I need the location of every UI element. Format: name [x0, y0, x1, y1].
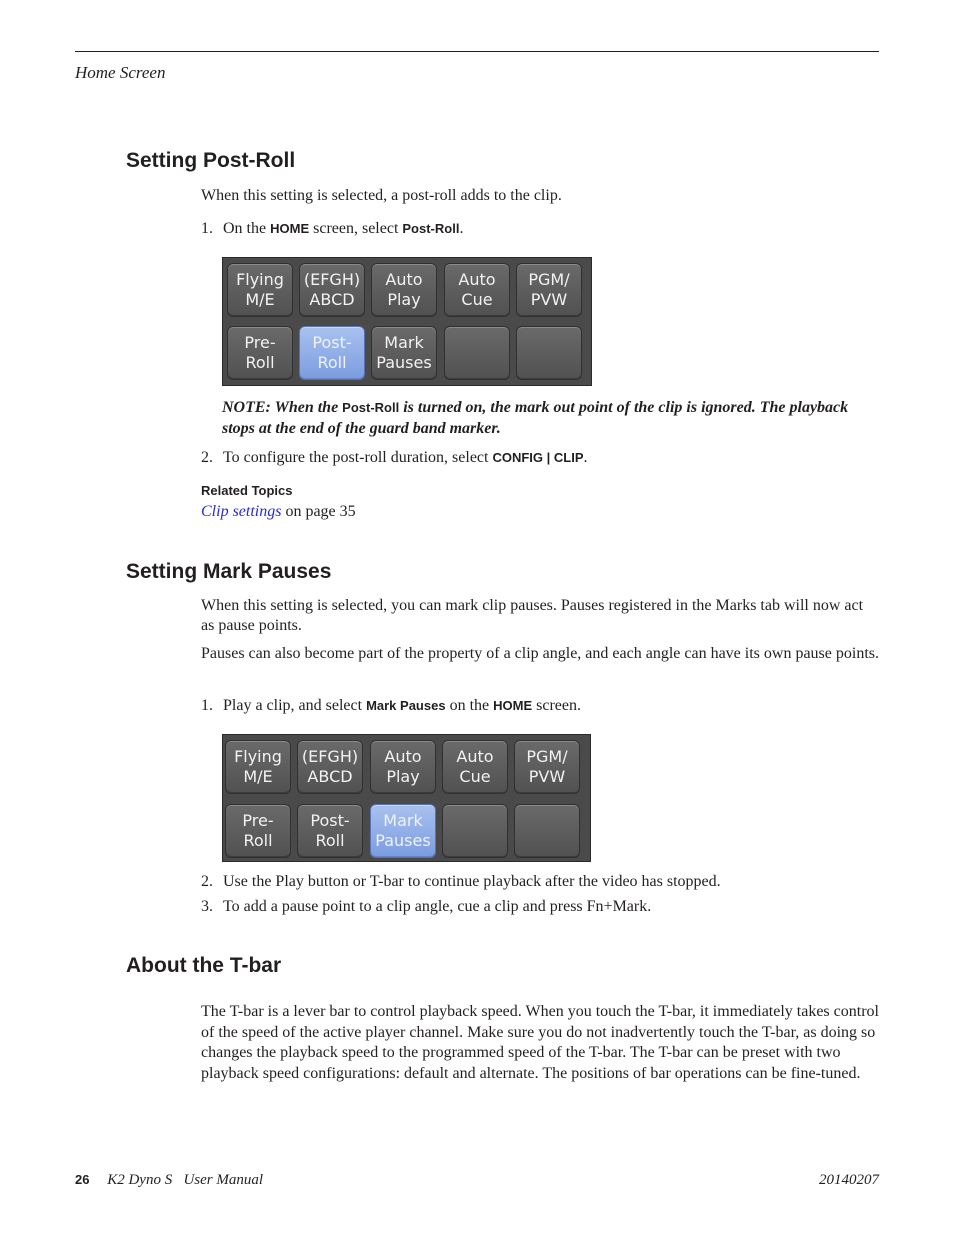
step-text: screen, select: [309, 220, 403, 237]
key-auto-cue[interactable]: Auto Cue: [442, 740, 508, 794]
key-auto-play[interactable]: Auto Play: [370, 740, 436, 794]
footer-left: [75, 1172, 263, 1189]
step-text: on the: [445, 697, 494, 714]
manual-title: K2 Dyno S User Manual: [107, 1172, 264, 1188]
step-text: .: [459, 220, 464, 237]
running-head: Home Screen: [75, 63, 166, 82]
step-text: Play a clip, and select: [223, 697, 367, 714]
step-text: On the: [223, 220, 271, 237]
step-number: 1.: [201, 220, 213, 237]
key-pgm-pvw[interactable]: PGM/ PVW: [516, 263, 582, 317]
ui-term-mark-pauses: Mark Pauses: [366, 698, 446, 713]
mark-pauses-para-2: Pauses can also become part of the property of a clip angle, and each angle can have its own pause points.: [201, 645, 879, 662]
step-number: 1.: [201, 697, 213, 714]
key-post-roll-selected[interactable]: Post- Roll: [299, 326, 365, 380]
t-bar-para: The T-bar is a lever bar to control playback speed. When you touch the T-bar, it immediately takes control of the speed of the active player channel. Make sure you do not inadvertently touch the T-bar, as doing so changes the playback speed to the programmed speed of the T-bar. The T-bar can be preset with two playback speed configurations: default and alternate. The positions of bar operations can be fine-tuned.: [201, 1003, 879, 1083]
note-text: NOTE: When the: [222, 399, 343, 416]
key-flying-me[interactable]: Flying M/E: [225, 740, 291, 794]
post-roll-step-1: [201, 219, 879, 239]
key-pre-roll[interactable]: Pre- Roll: [227, 326, 293, 380]
key-empty[interactable]: [444, 326, 510, 380]
step-number: 2.: [201, 873, 213, 890]
post-roll-intro: When this setting is selected, a post-roll adds to the clip.: [201, 187, 562, 204]
step-number: 3.: [201, 898, 213, 915]
key-flying-me[interactable]: Flying M/E: [227, 263, 293, 317]
footer-date: 20140207: [819, 1172, 879, 1188]
key-efgh-abcd[interactable]: (EFGH) ABCD: [299, 263, 365, 317]
step-text: To configure the post-roll duration, select: [223, 449, 493, 466]
step-text: .: [583, 449, 588, 466]
key-efgh-abcd[interactable]: (EFGH) ABCD: [297, 740, 363, 794]
key-mark-pauses-selected[interactable]: Mark Pauses: [370, 804, 436, 858]
related-topic-line: [201, 503, 356, 521]
ui-term-config-clip: CONFIG | CLIP: [492, 450, 584, 465]
mark-pauses-para-1: When this setting is selected, you can mark clip pauses. Pauses registered in the Marks tab will now act as pause points.: [201, 597, 864, 634]
section-title-mark-pauses: Setting Mark Pauses: [126, 560, 332, 583]
step-text: screen.: [532, 697, 581, 714]
post-roll-step-2: [201, 448, 879, 468]
clip-settings-link[interactable]: Clip settings: [201, 503, 282, 520]
key-empty[interactable]: [514, 804, 580, 858]
ui-term-post-roll: Post-Roll: [402, 221, 460, 236]
ui-term-home: HOME: [493, 698, 533, 713]
ui-term-home: HOME: [270, 221, 310, 236]
page-reference: on page 35: [281, 503, 356, 520]
mark-pauses-step-2: [201, 872, 879, 892]
step-text: To add a pause point to a clip angle, cue a clip and press Fn+Mark.: [223, 898, 652, 915]
key-pgm-pvw[interactable]: PGM/ PVW: [514, 740, 580, 794]
home-screen-panel-mark-pauses: [222, 734, 591, 862]
step-text: Use the Play button or T-bar to continue playback after the video has stopped.: [223, 873, 721, 890]
key-post-roll[interactable]: Post- Roll: [297, 804, 363, 858]
page-number: 26: [75, 1172, 90, 1187]
section-title-t-bar: About the T-bar: [126, 954, 282, 977]
home-screen-panel-post-roll: [222, 257, 592, 386]
related-topics-heading: Related Topics: [201, 483, 293, 498]
key-pre-roll[interactable]: Pre- Roll: [225, 804, 291, 858]
ui-term-post-roll: Post-Roll: [342, 400, 400, 415]
mark-pauses-step-1: [201, 696, 879, 716]
section-title-post-roll: Setting Post-Roll: [126, 149, 296, 172]
header-rule: [75, 51, 879, 52]
step-number: 2.: [201, 449, 213, 466]
key-empty[interactable]: [516, 326, 582, 380]
key-auto-cue[interactable]: Auto Cue: [444, 263, 510, 317]
post-roll-note: [222, 397, 879, 439]
key-auto-play[interactable]: Auto Play: [371, 263, 437, 317]
note-text: is turned on, the mark out point of the clip is ignored. The playback stops at the end of the guard band marker.: [222, 399, 849, 437]
mark-pauses-step-3: [201, 897, 879, 917]
key-mark-pauses[interactable]: Mark Pauses: [371, 326, 437, 380]
key-empty[interactable]: [442, 804, 508, 858]
